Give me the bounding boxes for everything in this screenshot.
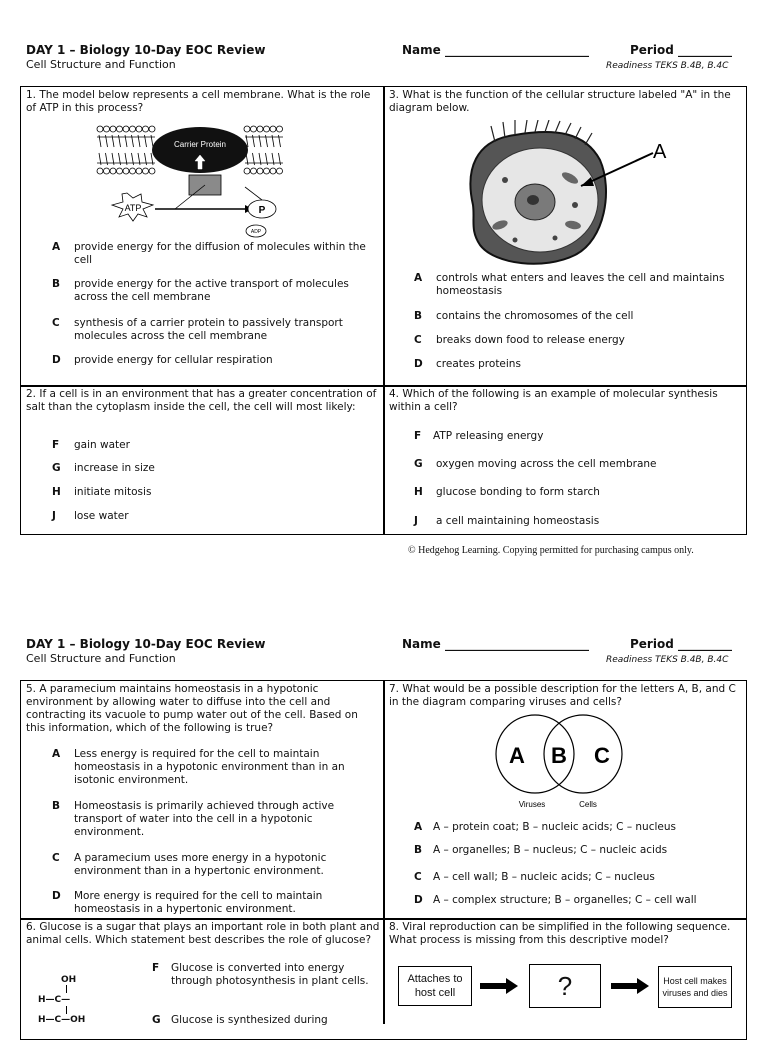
option-text: increase in size [74, 462, 155, 474]
option-letter: G [414, 458, 423, 470]
phospholipid-head [149, 168, 155, 174]
phospholipid-head [251, 168, 257, 174]
option-letter: D [52, 354, 61, 366]
option-text: Glucose is converted into energy through photosynthesis in plant cells. [171, 962, 369, 987]
phospholipid-head [257, 168, 263, 174]
option-text: Glucose is synthesized during [171, 1014, 328, 1026]
copyright-notice: © Hedgehog Learning. Copying permitted for purchasing campus only. [408, 545, 694, 556]
flow-arrow-1-icon [480, 978, 520, 994]
option-text: provide energy for the diffusion of molecules within the cell [74, 241, 366, 266]
option-letter: D [414, 894, 423, 906]
phospholipid-head [149, 126, 155, 132]
phospholipid-head [257, 126, 263, 132]
option-letter: A [52, 748, 61, 760]
q4-stem: 4. Which of the following is an example of molecular synthesis within a cell? [389, 388, 718, 413]
option-letter: A [52, 241, 61, 253]
phospholipid-head [264, 126, 270, 132]
option-text: A – organelles; B – nucleus; C – nucleic acids [433, 844, 668, 856]
venn-label-c: C [594, 743, 610, 768]
option-text: breaks down food to release energy [436, 334, 625, 346]
phosphate-label: P [258, 205, 266, 216]
option-letter: J [52, 510, 56, 522]
option-text: A – cell wall; B – nucleic acids; C – nucleus [433, 871, 655, 883]
option-letter: C [414, 871, 422, 883]
option-letter: G [152, 1014, 161, 1026]
option-text: initiate mitosis [74, 486, 152, 498]
phospholipid-head [110, 126, 116, 132]
option-letter: F [52, 439, 60, 451]
flow-arrow-2-icon [611, 978, 651, 994]
option-letter: C [52, 852, 60, 864]
phospholipid-head [117, 126, 123, 132]
phospholipid-head [136, 126, 142, 132]
option-text: ATP releasing energy [433, 430, 544, 442]
phospholipid-head [277, 126, 283, 132]
atp-label: ATP [124, 203, 142, 213]
option-letter: D [52, 890, 61, 902]
option-text: More energy is required for the cell to maintain homeostasis in a hypertonic environment. [74, 890, 323, 915]
option-letter: C [52, 317, 60, 329]
phospholipid-head [143, 126, 149, 132]
option-letter: C [414, 334, 422, 346]
q8-stem: 8. Viral reproduction can be simplified in the following sequence. What process is missing from this descriptive model? [389, 921, 731, 946]
option-letter: F [414, 430, 422, 442]
venn-label-cells: Cells [579, 800, 597, 809]
option-text: a cell maintaining homeostasis [436, 515, 600, 527]
phospholipid-head [117, 168, 123, 174]
q7-venn-diagram [480, 712, 640, 812]
option-letter: J [414, 515, 418, 527]
option-text: glucose bonding to form starch [436, 486, 600, 498]
page2-period-field: Period _________ [630, 637, 732, 651]
option-text: provide energy for cellular respiration [74, 354, 273, 366]
phospholipid-head [123, 168, 129, 174]
phospholipid-head [143, 168, 149, 174]
glucose-structure [26, 970, 126, 1024]
phospholipid-bilayer-right [245, 137, 283, 163]
q2-stem: 2. If a cell is in an environment that has a greater concentration of salt than the cytoplasm inside the cell, the cell will most likely: [26, 388, 377, 413]
phospholipid-head [251, 126, 257, 132]
option-text: creates proteins [436, 358, 521, 370]
q3-animal-cell-diagram [455, 120, 685, 270]
option-letter: A [414, 272, 423, 284]
option-text: Homeostasis is primarily achieved through active transport of water into the cell in a hypotonic environment. [74, 800, 335, 838]
option-text: controls what enters and leaves the cell and maintains homeostasis [436, 272, 725, 297]
q1-stem: 1. The model below represents a cell membrane. What is the role of ATP in this process? [26, 89, 371, 114]
venn-label-a: A [509, 743, 525, 768]
option-text: A – complex structure; B – organelles; C – cell wall [433, 894, 697, 906]
flow-step-missing: ? [529, 964, 601, 1008]
option-letter: F [152, 962, 160, 974]
page2-name-field: Name ________________________ [402, 637, 589, 651]
venn-label-viruses: Viruses [518, 800, 546, 809]
carbon-row-1: H—C— [38, 995, 71, 1005]
option-letter: A [414, 821, 423, 833]
page2-teks: Readiness TEKS B.4B, B.4C [606, 655, 729, 665]
phospholipid-head [123, 126, 129, 132]
carrier-protein-label: Carrier Protein [173, 140, 227, 149]
option-letter: B [52, 800, 61, 812]
option-text: A – protein coat; B – nucleic acids; C – nucleus [433, 821, 676, 833]
venn-label-b: B [551, 743, 567, 768]
phospholipid-head [130, 126, 136, 132]
phospholipid-head [277, 168, 283, 174]
grid-divider-horizontal [20, 385, 747, 387]
option-letter: H [52, 486, 61, 498]
option-text: contains the chromosomes of the cell [436, 310, 634, 322]
page1-period-field: Period _________ [630, 43, 732, 57]
hydroxyl-label: OH [61, 975, 77, 985]
option-letter: G [52, 462, 61, 474]
adp-label: ADP [250, 229, 262, 235]
q1-membrane-diagram [95, 125, 285, 240]
page1-name-field: Name ________________________ [402, 43, 589, 57]
option-letter: B [414, 310, 423, 322]
page1-title: DAY 1 – Biology 10-Day EOC Review [26, 43, 266, 57]
option-letter: B [52, 278, 61, 290]
page2-title: DAY 1 – Biology 10-Day EOC Review [26, 637, 266, 651]
phospholipid-head [130, 168, 136, 174]
option-text: lose water [74, 510, 129, 522]
phospholipid-head [270, 168, 276, 174]
carbon-row-2: H—C—OH [38, 1015, 86, 1025]
page2-subtitle: Cell Structure and Function [26, 652, 176, 665]
q3-stem: 3. What is the function of the cellular structure labeled "A" in the diagram below. [389, 89, 731, 114]
phospholipid-head [104, 168, 110, 174]
q6-stem: 6. Glucose is a sugar that plays an important role in both plant and animal cells. Which statement best describes the role of glucose? [26, 921, 380, 946]
phospholipid-head [244, 126, 250, 132]
option-letter: D [414, 358, 423, 370]
grid-divider-horizontal [20, 918, 747, 920]
flow-step-host-dies: Host cell makes viruses and dies [658, 966, 732, 1008]
phospholipid-head [244, 168, 250, 174]
grid-divider-vertical [383, 86, 385, 535]
grid-divider-vertical [383, 680, 385, 1024]
q7-stem: 7. What would be a possible description for the letters A, B, and C in the diagram comparing viruses and cells? [389, 683, 736, 708]
phospholipid-head [136, 168, 142, 174]
page1-subtitle: Cell Structure and Function [26, 58, 176, 71]
option-text: A paramecium uses more energy in a hypotonic environment than in a hypertonic environment. [74, 852, 327, 877]
nucleolus [527, 195, 539, 205]
phospholipid-head [110, 168, 116, 174]
page1-teks: Readiness TEKS B.4B, B.4C [606, 61, 729, 71]
option-text: Less energy is required for the cell to maintain homeostasis in a hypotonic environment than in an isotonic environment. [74, 748, 345, 786]
q5-stem: 5. A paramecium maintains homeostasis in a hypotonic environment by allowing water to diffuse into the cell and contracting its vacuole to pump water out of the cell. Based on this information, which of the following is true? [26, 683, 358, 734]
phospholipid-head [264, 168, 270, 174]
phospholipid-head [270, 126, 276, 132]
option-letter: H [414, 486, 423, 498]
phospholipid-head [97, 168, 103, 174]
option-text: oxygen moving across the cell membrane [436, 458, 657, 470]
option-letter: B [414, 844, 423, 856]
phospholipid-head [97, 126, 103, 132]
option-text: gain water [74, 439, 130, 451]
phospholipid-head [104, 126, 110, 132]
flow-step-attach: Attaches to host cell [398, 966, 472, 1006]
structure-label-a: A [653, 141, 667, 163]
option-text: provide energy for the active transport of molecules across the cell membrane [74, 278, 349, 303]
option-text: synthesis of a carrier protein to passively transport molecules across the cell membrane [74, 317, 343, 342]
